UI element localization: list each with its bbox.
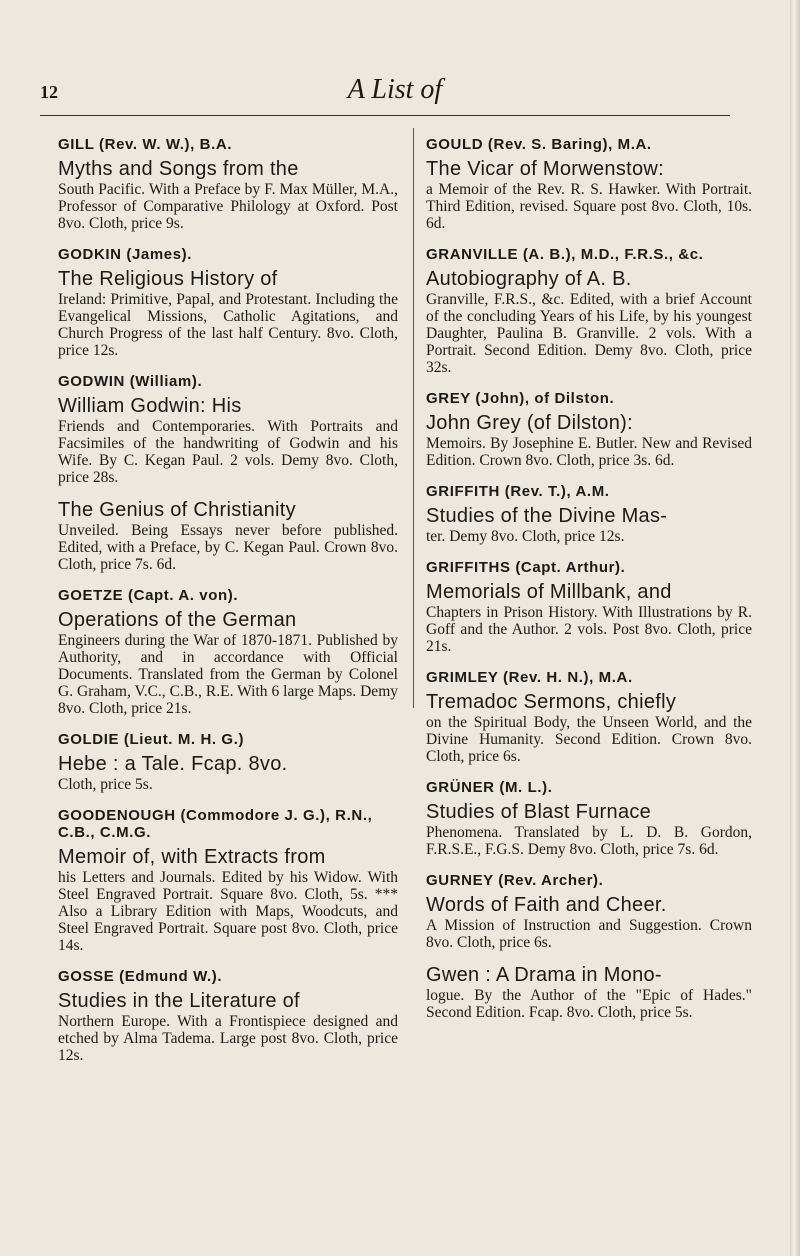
entry-description: Northern Europe. With a Frontispiece designed and etched by Alma Tadema. Large post 8vo. Cloth, price 12s. <box>58 1013 398 1064</box>
entry-description: his Letters and Journals. Edited by his Widow. With Steel Engraved Portrait. Square 8vo. Cloth, 5s. *** Also a Library Edition with Maps, Woodcuts, and Steel Engraved Portrait. Square post 8vo. Cloth, price 14s. <box>58 869 398 954</box>
catalog-entry <box>426 965 752 1021</box>
entry-author: GOULD (Rev. S. Baring), M.A. <box>426 136 652 153</box>
entry-author: GODKIN (James). <box>58 246 193 263</box>
entry-title: Memoir of, with Extracts from <box>58 846 326 868</box>
entry-title: Myths and Songs from the <box>58 158 299 180</box>
right-column <box>426 136 752 1035</box>
catalog-entry <box>426 390 752 469</box>
entry-description: Cloth, price 5s. <box>58 776 153 793</box>
catalog-entry <box>58 587 398 717</box>
entry-title: Gwen : A Drama in Mono- <box>426 964 662 986</box>
entry-title: Operations of the German <box>58 609 297 631</box>
catalog-entry <box>426 872 752 951</box>
page-edge <box>790 0 800 1256</box>
entry-author: GILL (Rev. W. W.), B.A. <box>58 136 233 153</box>
catalog-entry <box>426 559 752 655</box>
catalog-entry <box>426 246 752 376</box>
entry-author: GRIMLEY (Rev. H. N.), M.A. <box>426 669 633 686</box>
header-rule <box>40 115 730 116</box>
entry-description: ter. Demy 8vo. Cloth, price 12s. <box>426 528 625 545</box>
entry-title: Studies of the Divine Mas- <box>426 505 668 527</box>
column-divider <box>413 128 414 708</box>
catalog-entry <box>58 373 398 486</box>
catalog-entry <box>58 731 398 793</box>
entry-description: Memoirs. By Josephine E. Butler. New and Revised Edition. Crown 8vo. Cloth, price 3s. 6d. <box>426 435 752 469</box>
entry-author: GREY (John), of Dilston. <box>426 390 615 407</box>
entry-title: The Genius of Christianity <box>58 499 296 521</box>
entry-description: Friends and Contemporaries. With Portraits and Facsimiles of the handwriting of Godwin and his Wife. By C. Kegan Paul. 2 vols. Demy 8vo. Cloth, price 28s. <box>58 418 398 486</box>
entry-title: Words of Faith and Cheer. <box>426 894 667 916</box>
entry-description: Unveiled. Being Essays never before published. Edited, with a Preface, by C. Kegan Paul. Crown 8vo. Cloth, price 7s. 6d. <box>58 522 398 573</box>
entry-author: GRIFFITHS (Capt. Arthur). <box>426 559 626 576</box>
entry-description: on the Spiritual Body, the Unseen World, and the Divine Humanity. Second Edition. Crown 8vo. Cloth, price 6s. <box>426 714 752 765</box>
entry-author: GOLDIE (Lieut. M. H. G.) <box>58 731 245 748</box>
entry-author: GOSSE (Edmund W.). <box>58 968 223 985</box>
entry-author: GOODENOUGH (Commodore J. G.), R.N., C.B., C.M.G. <box>58 807 373 841</box>
entry-title: Memorials of Millbank, and <box>426 581 672 603</box>
entry-description: South Pacific. With a Preface by F. Max Müller, M.A., Professor of Comparative Philology at Oxford. Post 8vo. Cloth, price 9s. <box>58 181 398 232</box>
entry-title: John Grey (of Dilston): <box>426 412 633 434</box>
entry-description: Ireland: Primitive, Papal, and Protestant. Including the Evangelical Missions, Catholic Agitations, and Church Progress of the last half Century. 8vo. Cloth, price 12s. <box>58 291 398 359</box>
catalog-entry <box>58 246 398 359</box>
entry-author: GODWIN (William). <box>58 373 203 390</box>
entry-author: GRIFFITH (Rev. T.), A.M. <box>426 483 610 500</box>
entry-title: Studies of Blast Furnace <box>426 801 652 823</box>
entry-description: a Memoir of the Rev. R. S. Hawker. With Portrait. Third Edition, revised. Square post 8vo. Cloth, 10s. 6d. <box>426 181 752 232</box>
entry-description: Granville, F.R.S., &c. Edited, with a brief Account of the concluding Years of his Life, by his youngest Daughter, Paulina B. Granville. 2 vols. With a Portrait. Second Edition. Demy 8vo. Cloth, price 32s. <box>426 291 752 376</box>
running-title: A List of <box>347 74 443 105</box>
catalog-entry <box>58 136 398 232</box>
entry-description: Phenomena. Translated by L. D. B. Gordon, F.R.S.E., F.G.S. Demy 8vo. Cloth, price 7s. 6d. <box>426 824 752 858</box>
catalog-entry <box>426 136 752 232</box>
catalog-entry <box>58 807 398 954</box>
entry-title: Autobiography of A. B. <box>426 268 632 290</box>
page-number: 12 <box>40 82 58 102</box>
catalog-entry <box>426 483 752 545</box>
entry-description: A Mission of Instruction and Suggestion. Crown 8vo. Cloth, price 6s. <box>426 917 752 951</box>
entry-author: GRÜNER (M. L.). <box>426 779 553 796</box>
entry-title: Hebe : a Tale. Fcap. 8vo. <box>58 753 288 775</box>
left-column <box>58 136 398 1078</box>
entry-title: Tremadoc Sermons, chiefly <box>426 691 677 713</box>
catalog-entry <box>58 500 398 573</box>
entry-title: The Religious History of <box>58 268 278 290</box>
catalog-entry <box>58 968 398 1064</box>
entry-title: Studies in the Literature of <box>58 990 300 1012</box>
entry-author: GRANVILLE (A. B.), M.D., F.R.S., &c. <box>426 246 704 263</box>
entry-description: Chapters in Prison History. With Illustrations by R. Goff and the Author. 2 vols. Post 8vo. Cloth, price 21s. <box>426 604 752 655</box>
entry-title: William Godwin: His <box>58 395 242 417</box>
entry-author: GURNEY (Rev. Archer). <box>426 872 604 889</box>
catalog-entry <box>426 669 752 765</box>
entry-title: The Vicar of Morwenstow: <box>426 158 665 180</box>
entry-description: Engineers during the War of 1870-1871. Published by Authority, and in accordance with Official Documents. Translated from the German by Colonel G. Graham, V.C., C.B., R.E. With 6 large Maps. Demy 8vo. Cloth, price 21s. <box>58 632 398 717</box>
entry-author: GOETZE (Capt. A. von). <box>58 587 239 604</box>
entry-description: logue. By the Author of the "Epic of Hades." Second Edition. Fcap. 8vo. Cloth, price 5s. <box>426 987 752 1021</box>
catalog-entry <box>426 779 752 858</box>
